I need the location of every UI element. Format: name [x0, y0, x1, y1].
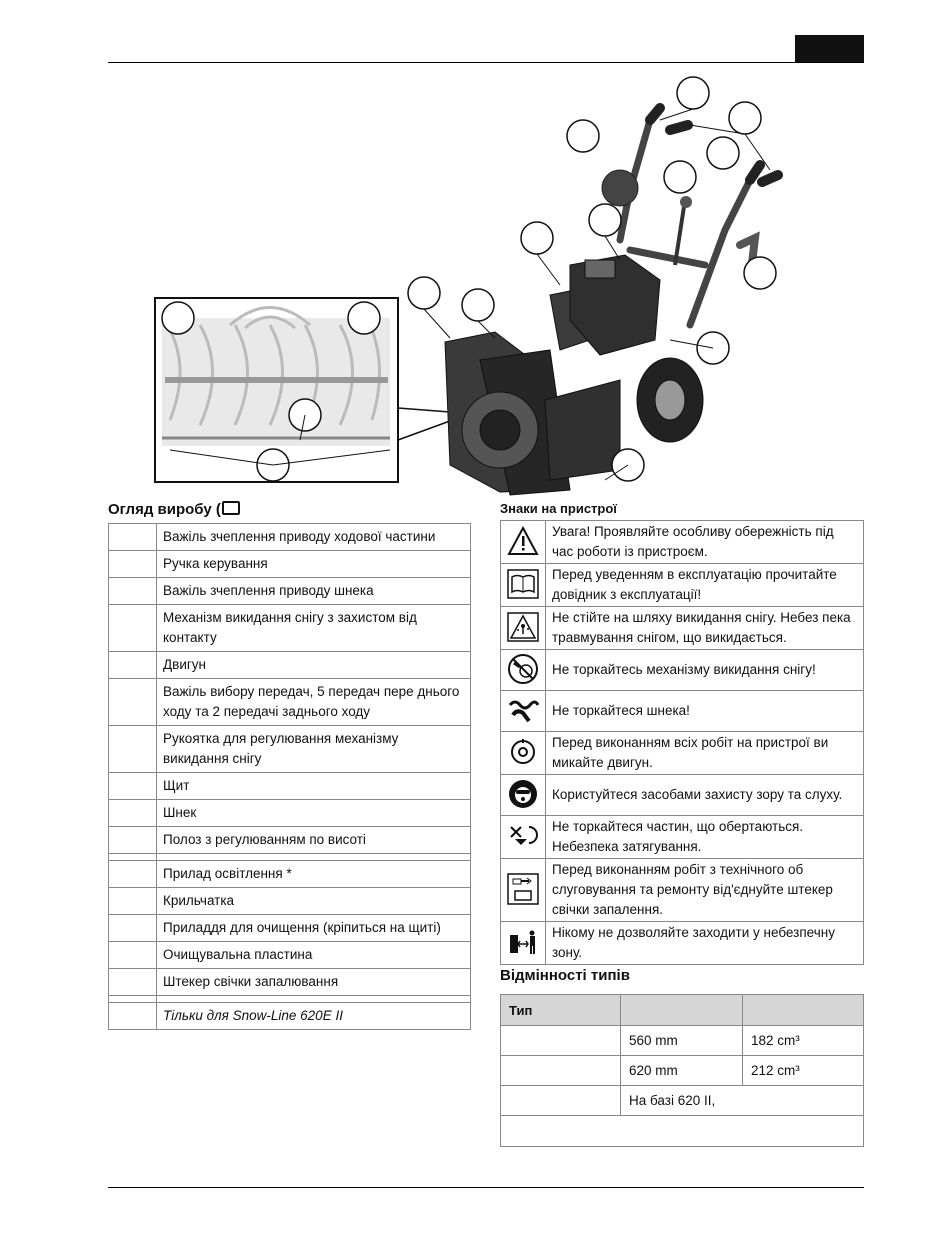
sign-text: Не стійте на шляху викидання снігу. Небез пека травмування снігом, що викидається. [546, 607, 864, 650]
rotating-parts-icon [507, 821, 539, 851]
table-row [109, 773, 471, 800]
signs-title: Знаки на пристрої [500, 501, 617, 516]
sign-text: Увага! Проявляйте особливу обережність під час роботи із пристроєм. [546, 521, 864, 564]
types-table [500, 994, 864, 1147]
overview-title: Огляд виробу ( [108, 500, 240, 518]
table-cell: 182 cm³ [743, 1026, 864, 1056]
table-row [109, 861, 471, 888]
eye-ear-protection-icon [507, 778, 539, 810]
table-row [109, 800, 471, 827]
table-row [501, 732, 864, 775]
table-row [501, 816, 864, 859]
header-rule [108, 62, 864, 63]
page-tab [795, 35, 864, 62]
table-cell [501, 1026, 621, 1056]
table-cell: 560 mm [621, 1026, 743, 1056]
table-row [109, 551, 471, 578]
part-label [157, 854, 471, 861]
part-label: Крильчатка [157, 888, 471, 915]
impeller-hand-icon [507, 653, 539, 685]
table-row [501, 1056, 864, 1086]
table-row [501, 691, 864, 732]
table-row [109, 942, 471, 969]
part-label: Важіль вибору передач, 5 передач пере днього ходу та 2 передачі заднього ходу [157, 679, 471, 726]
table-cell: 212 cm³ [743, 1056, 864, 1086]
table-row [501, 1086, 864, 1116]
table-row [109, 969, 471, 996]
table-row [501, 607, 864, 650]
table-row [109, 996, 471, 1003]
part-label: Шнек [157, 800, 471, 827]
part-label: Важіль зчеплення приводу шнека [157, 578, 471, 605]
table-row [109, 726, 471, 773]
product-illustration [150, 70, 870, 500]
table-row [501, 922, 864, 965]
table-row [501, 564, 864, 607]
danger-zone-icon [507, 927, 539, 957]
sign-text: Не торкайтесь механізму викидання снігу! [546, 650, 864, 691]
column-header [743, 995, 864, 1026]
table-row [109, 524, 471, 551]
sign-text: Перед виконанням всіх робіт на пристрої ви микайте двигун. [546, 732, 864, 775]
table-row [501, 1116, 864, 1147]
auger-hand-icon [507, 695, 539, 725]
table-row [109, 915, 471, 942]
part-label: Прилад освітлення * [157, 861, 471, 888]
parts-table [108, 523, 471, 1030]
sign-text: Не торкайтеся шнека! [546, 691, 864, 732]
table-row [109, 854, 471, 861]
part-label: Механізм викидання снігу з захистом від контакту [157, 605, 471, 652]
sign-text: Користуйтеся засобами захисту зору та слуху. [546, 775, 864, 816]
column-header: Тип [501, 995, 621, 1026]
part-label: Двигун [157, 652, 471, 679]
table-row [501, 859, 864, 922]
table-row [501, 1026, 864, 1056]
part-label: Штекер свічки запалювання [157, 969, 471, 996]
part-label: Приладдя для очищення (кріпиться на щиті) [157, 915, 471, 942]
table-row [501, 521, 864, 564]
table-cell: На базі 620 II, [621, 1086, 864, 1116]
part-label: Важіль зчеплення приводу ходової частини [157, 524, 471, 551]
table-row [501, 775, 864, 816]
manual-book-icon [507, 569, 539, 599]
table-row [109, 679, 471, 726]
engine-off-icon [507, 737, 539, 767]
part-label [157, 996, 471, 1003]
camera-icon [222, 501, 240, 515]
snow-projectile-warning-icon [507, 612, 539, 642]
table-row [109, 827, 471, 854]
signs-table [500, 520, 864, 965]
part-label: Очищувальна пластина [157, 942, 471, 969]
table-row [109, 1003, 471, 1030]
footer-rule [108, 1187, 864, 1188]
table-row [109, 578, 471, 605]
column-header [621, 995, 743, 1026]
table-cell: 620 mm [621, 1056, 743, 1086]
sign-text: Перед виконанням робіт з технічного об слуговування та ремонту від'єднуйте штекер свічки запалення. [546, 859, 864, 922]
spark-plug-icon [507, 873, 539, 905]
table-row [109, 652, 471, 679]
warning-triangle-icon [507, 526, 539, 556]
sign-text: Перед уведенням в експлуатацію прочитайте довідник з експлуатації! [546, 564, 864, 607]
sign-text: Не торкайтеся частин, що обертаються. Небезпека затягування. [546, 816, 864, 859]
part-label: Тільки для Snow-Line 620E II [157, 1003, 471, 1030]
part-label: Щит [157, 773, 471, 800]
table-row [501, 650, 864, 691]
types-title: Відмінності типів [500, 967, 630, 984]
table-cell [501, 1056, 621, 1086]
table-cell [501, 1116, 864, 1147]
part-label: Полоз з регулюванням по висоті [157, 827, 471, 854]
table-row [109, 888, 471, 915]
table-cell [501, 1086, 621, 1116]
part-label: Рукоятка для регулювання механізму викидання снігу [157, 726, 471, 773]
part-label: Ручка керування [157, 551, 471, 578]
table-header-row [501, 995, 864, 1026]
table-row [109, 605, 471, 652]
sign-text: Нікому не дозволяйте заходити у небезпечну зону. [546, 922, 864, 965]
